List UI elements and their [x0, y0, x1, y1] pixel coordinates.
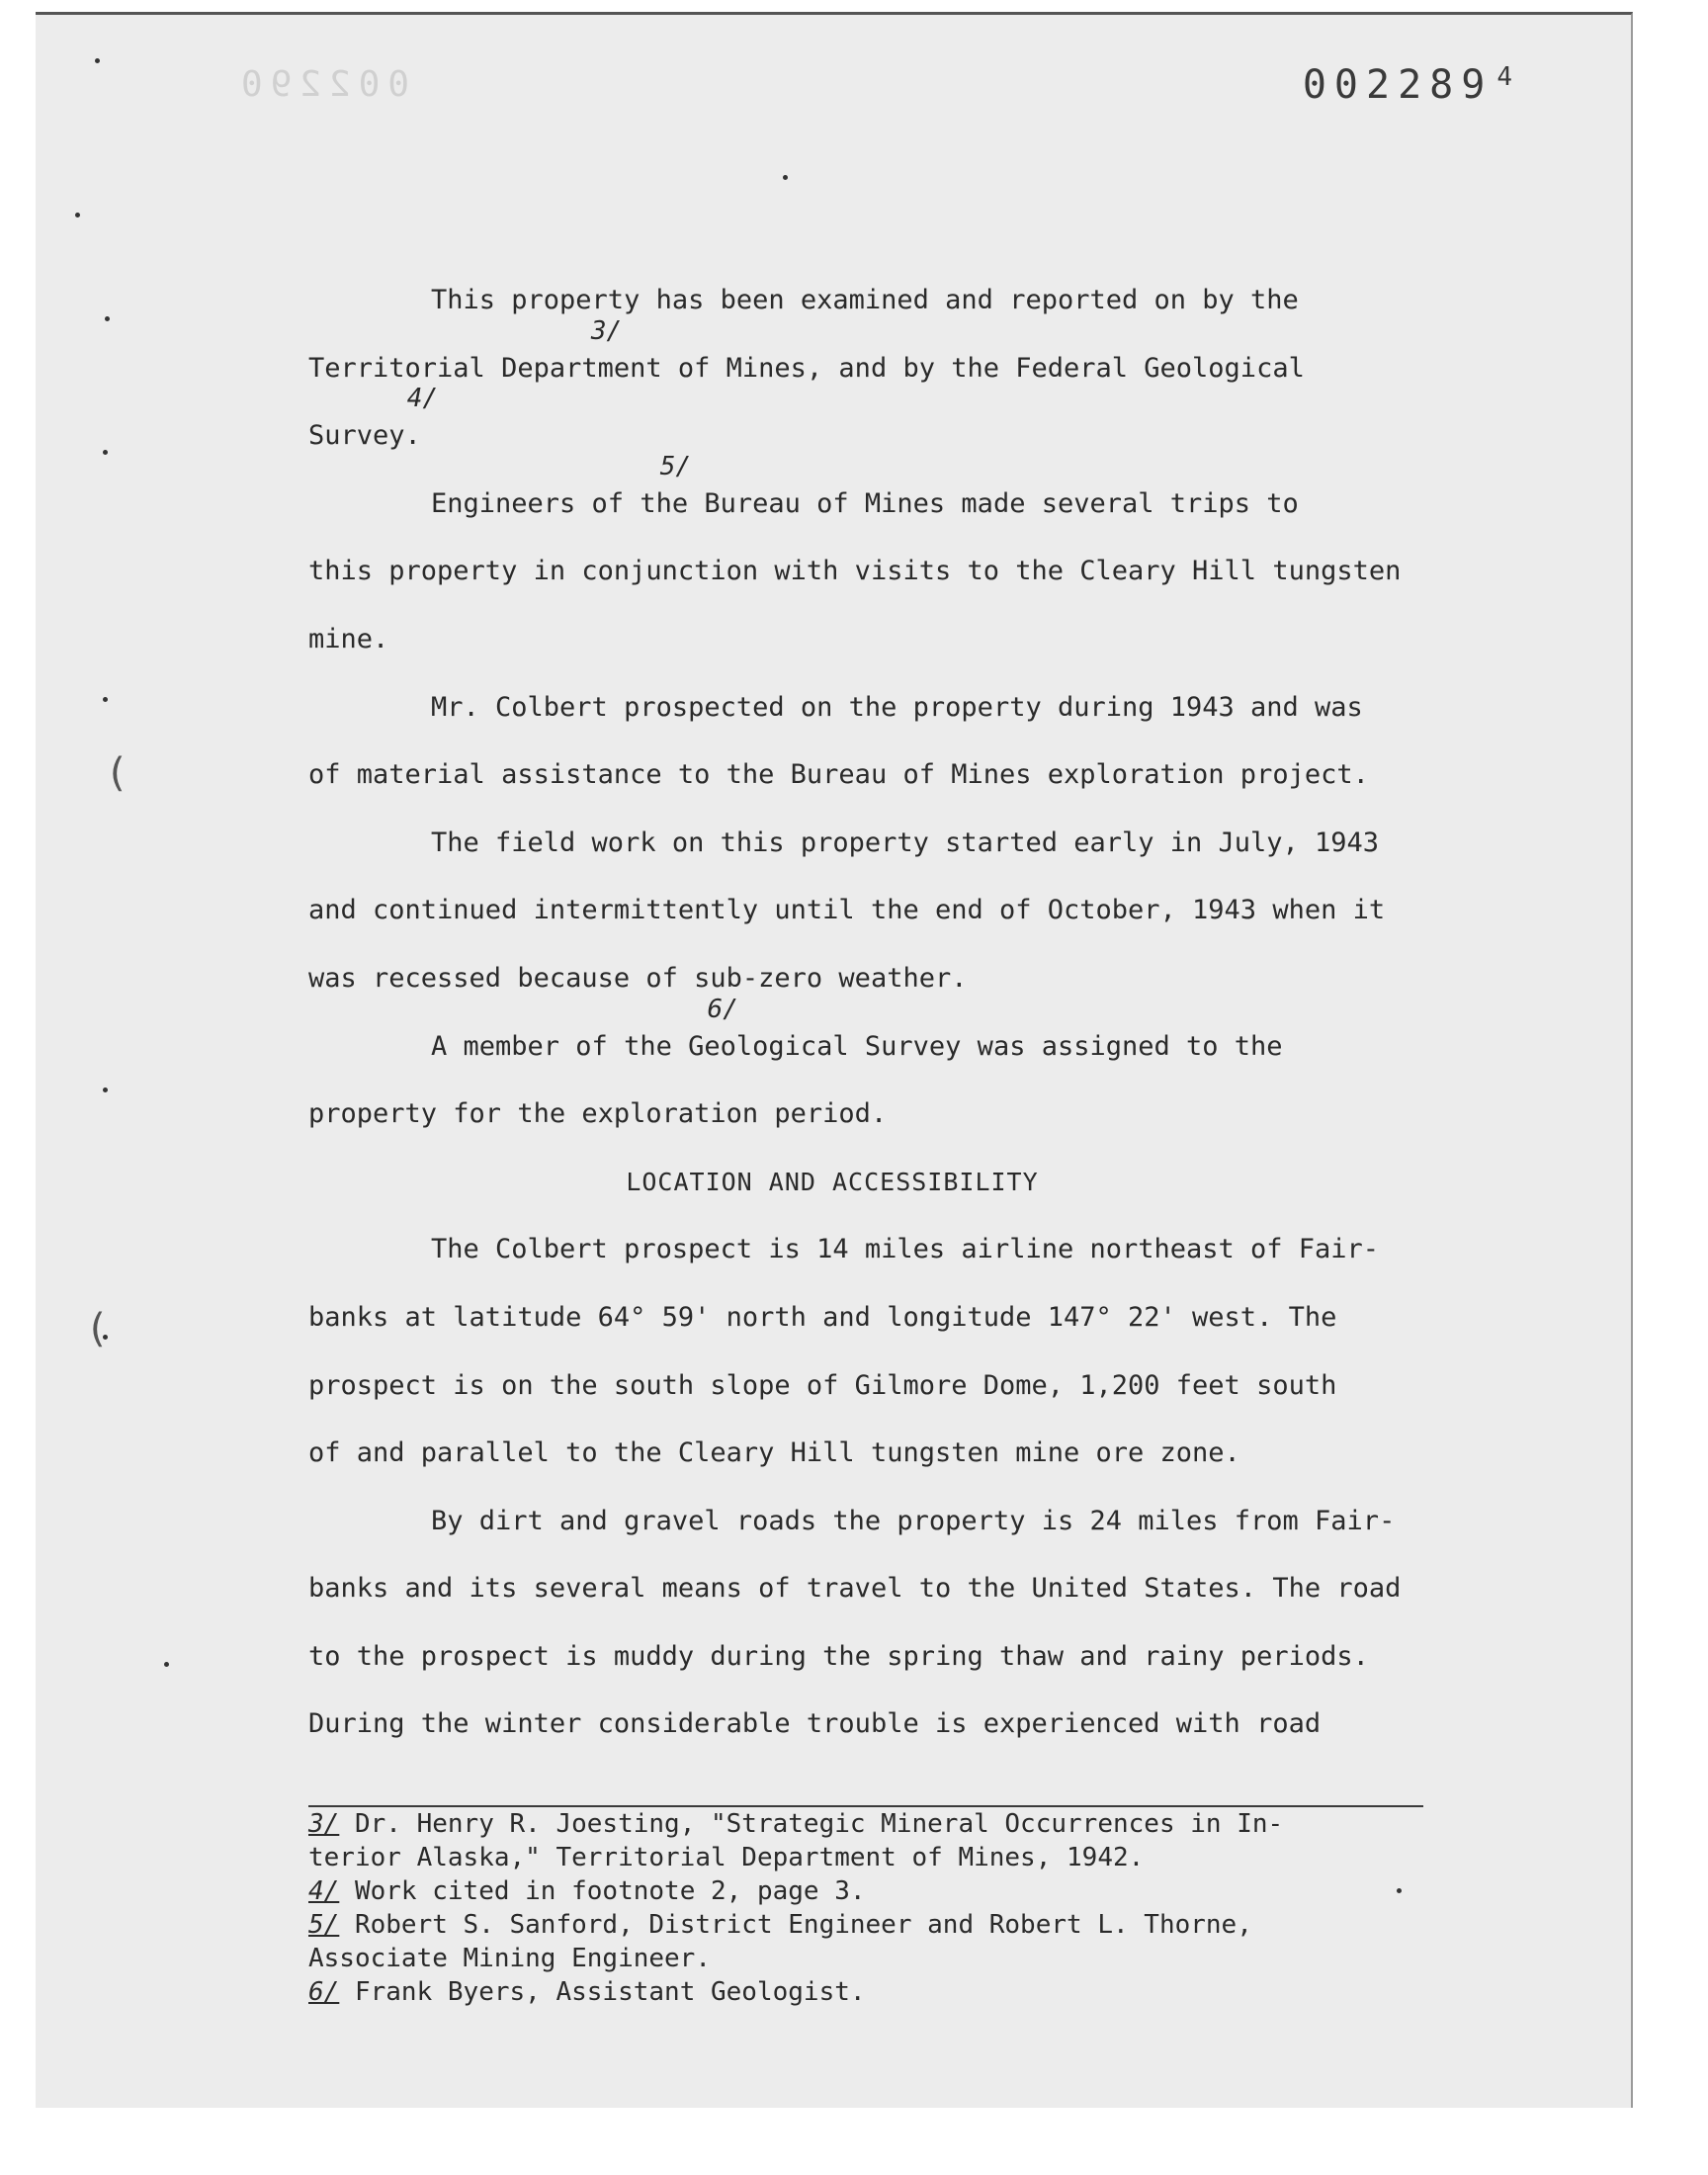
paragraph-7-cont: [308, 1555, 1465, 1623]
paragraph-7-end: [308, 1691, 1465, 1759]
footnote-mark: 6/: [308, 1977, 340, 2007]
paragraph-6-end: [308, 1420, 1465, 1488]
paragraph-line: Survey.: [308, 420, 421, 452]
scan-mark-left-1: (: [105, 750, 129, 796]
paragraph-3: [308, 674, 1465, 742]
paragraph-line: Mr. Colbert prospected on the property during 1943 and was: [431, 691, 1363, 723]
page-number: 4: [1496, 62, 1512, 92]
paragraph-line: A member of the Geological Survey was assigned to the: [431, 1030, 1283, 1062]
paragraph-1-end: Survey.4/: [308, 384, 439, 452]
paragraph-line: and continued intermittently until the end of October, 1943 when it: [308, 895, 1386, 926]
stamp-number: 002289: [1302, 62, 1494, 108]
paragraph-line: of and parallel to the Cleary Hill tungsten mine ore zone.: [308, 1437, 1240, 1469]
paragraph-line: prospect is on the south slope of Gilmore Dome, 1,200 feet south: [308, 1369, 1337, 1401]
footnote-text: Associate Mining Engineer.: [308, 1944, 711, 1973]
paragraph-line: This property has been examined and reported on by the: [431, 285, 1299, 315]
paragraph-5: A member of the Geological Survey was assigned to the6/: [431, 994, 1283, 1062]
footnote-mark: 3/: [308, 1809, 340, 1839]
paragraph-2-cont: [308, 538, 1465, 606]
document-body: [308, 267, 1465, 1759]
paragraph-line: The Colbert prospect is 14 miles airline northeast of Fair-: [431, 1234, 1380, 1265]
paragraph-line: mine.: [308, 623, 389, 654]
paragraph-1: [308, 267, 1465, 335]
paragraph-4-end: [308, 945, 1465, 1013]
footnote-3: [308, 1807, 1435, 1841]
section-heading: LOCATION AND ACCESSIBILITY: [626, 1167, 1039, 1196]
paragraph-2-end: [308, 606, 1465, 674]
paragraph-line: to the prospect is muddy during the spring thaw and rainy periods.: [308, 1640, 1369, 1672]
paragraph-line: banks and its several means of travel to the United States. The road: [308, 1573, 1402, 1605]
footnote-text: Robert S. Sanford, District Engineer and Robert L. Thorne,: [354, 1910, 1252, 1940]
paragraph-6-cont: [308, 1284, 1465, 1352]
scan-mark-left-2: (: [85, 1306, 110, 1351]
footnote-mark: 5/: [308, 1910, 340, 1940]
footnote-3-cont: [308, 1841, 1435, 1874]
paragraph-5-end: [308, 1081, 1465, 1149]
paragraph-7: [308, 1488, 1465, 1556]
footnote-4: [308, 1874, 1435, 1908]
paragraph-line: The field work on this property started early in July, 1943: [431, 826, 1380, 858]
footnote-text: terior Alaska," Territorial Department of Mines, 1942.: [308, 1843, 1145, 1872]
paragraph-3-end: [308, 741, 1465, 810]
footnote-5-cont: [308, 1942, 1435, 1975]
paragraph-4: [308, 810, 1465, 878]
paragraph-line: was recessed because of sub-zero weather.: [308, 962, 968, 994]
paragraph-line: property for the exploration period.: [308, 1098, 888, 1130]
footnote-text: Work cited in footnote 2, page 3.: [354, 1876, 866, 1906]
paragraph-line: Territorial Department of Mines, and by the Federal Geological: [308, 352, 1305, 384]
paragraph-6-cont: [308, 1352, 1465, 1421]
paragraph-6: [308, 1216, 1465, 1284]
document-stamp-number: [1303, 62, 1512, 108]
footnote-text: Dr. Henry R. Joesting, "Strategic Mineral Occurrences in In-: [354, 1809, 1284, 1839]
paragraph-line: this property in conjunction with visits to the Cleary Hill tungsten: [308, 556, 1402, 587]
paragraph-line: of material assistance to the Bureau of Mines exploration project.: [308, 759, 1369, 791]
footnote-mark: 4/: [308, 1876, 340, 1906]
paragraph-line: Engineers of the Bureau of Mines made several trips to: [431, 487, 1299, 519]
paragraph-7-cont: [308, 1623, 1465, 1692]
paragraph-line: During the winter considerable trouble is experienced with road: [308, 1708, 1322, 1740]
footnotes: [308, 1807, 1435, 2009]
paragraph-line: banks at latitude 64° 59' north and longitude 147° 22' west. The: [308, 1301, 1337, 1333]
paragraph-4-cont: [308, 877, 1465, 945]
footnote-6: [308, 1975, 1435, 2009]
paragraph-1-cont: Territorial Department of Mines, and by the Federal Geological3/: [308, 315, 1305, 384]
paragraph-line: By dirt and gravel roads the property is 24 miles from Fair-: [431, 1505, 1396, 1536]
footnote-5: [308, 1908, 1435, 1942]
bleed-through-number: 002290: [233, 64, 410, 105]
paragraph-2: Engineers of the Bureau of Mines made several trips to5/: [431, 451, 1299, 519]
footnote-text: Frank Byers, Assistant Geologist.: [354, 1977, 866, 2007]
